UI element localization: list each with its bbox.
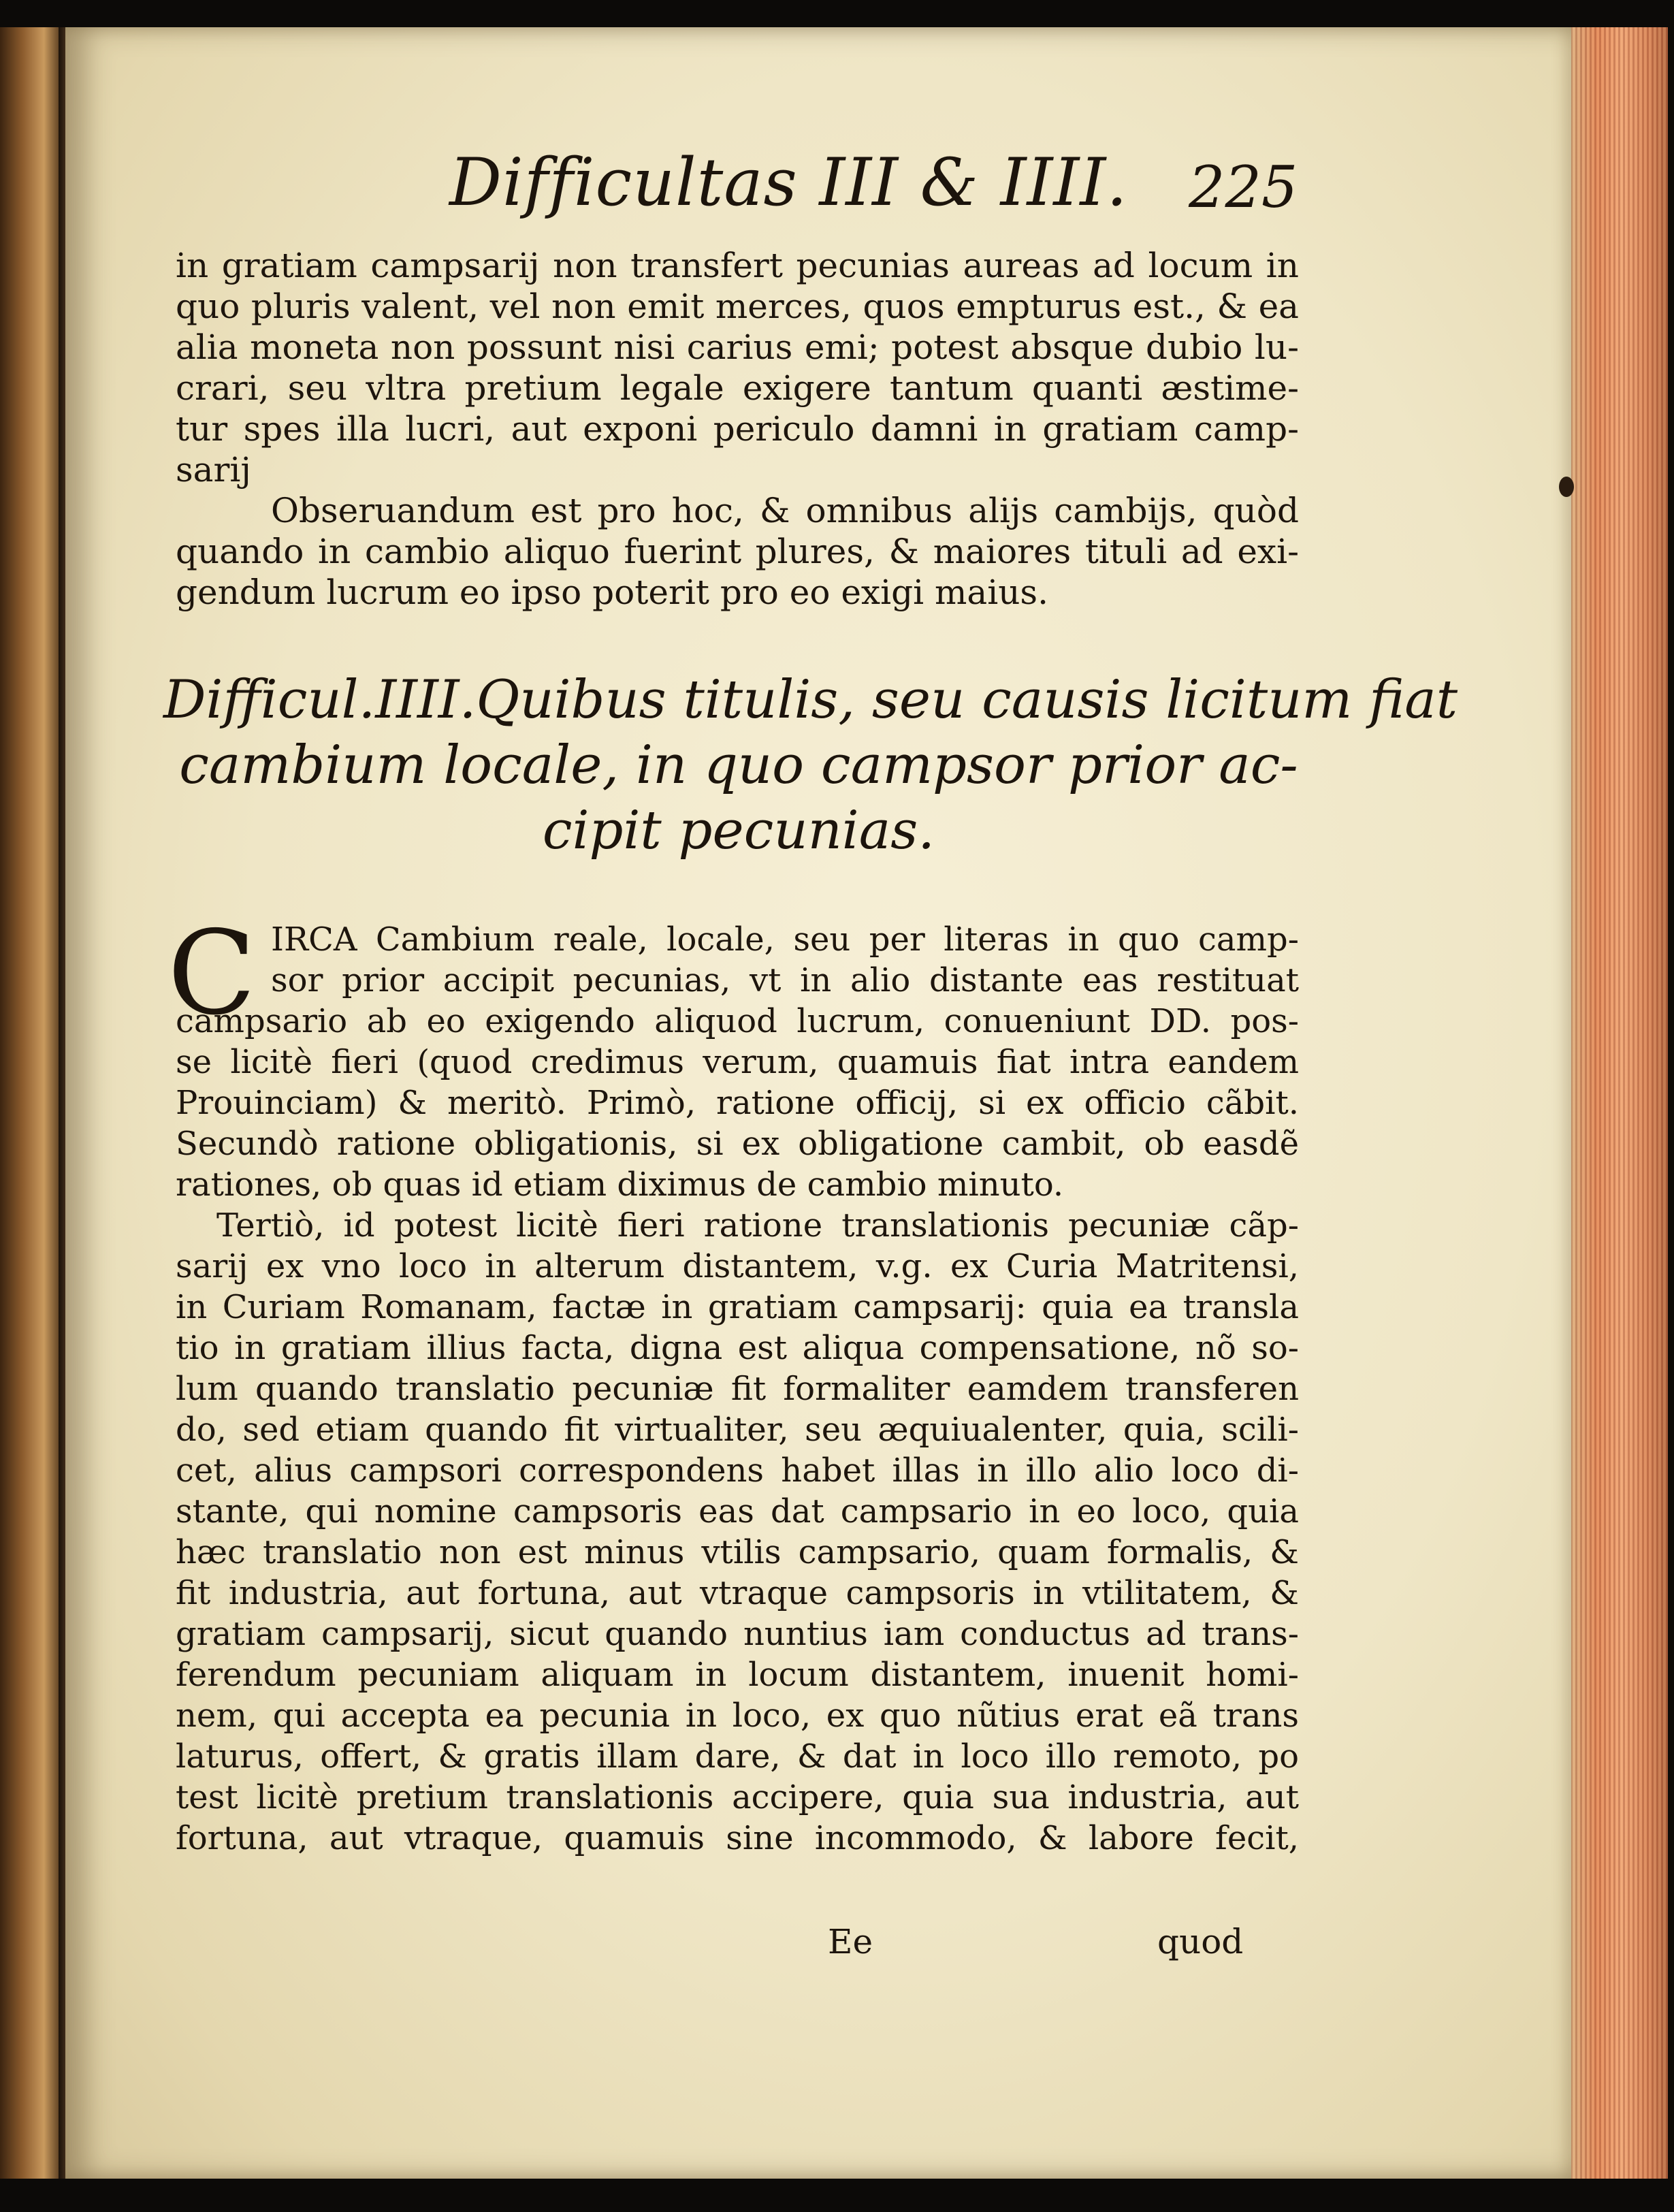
text-line: hæc translatio non est minus vtilis campsario, quam formalis, &: [176, 1533, 1299, 1571]
text-line: sarij ex vno loco in alterum distantem, v.g. ex Curia Matritensi,: [176, 1247, 1299, 1285]
heading-line: cambium locale, in quo campsor prior ac-: [179, 735, 1298, 796]
text-line: nem, qui accepta ea pecunia in loco, ex quo nũtius erat eã trans: [176, 1697, 1299, 1735]
text-line: tur spes illa lucri, aut exponi periculo damni in gratiam camp-: [176, 409, 1299, 449]
catchword: quod: [1157, 1922, 1244, 1961]
paragraph-1: [176, 245, 1299, 613]
text-line: stante, qui nomine campsoris eas dat campsario in eo loco, quia: [176, 1492, 1299, 1530]
text-line: do, sed etiam quando fit virtualiter, seu æquiualenter, quia, scili-: [176, 1411, 1299, 1449]
text-line: Obseruandum est pro hoc, & omnibus alijs cambijs, quòd: [271, 491, 1299, 530]
facing-page-edge: [0, 27, 63, 2179]
text-line: quo pluris valent, vel non emit merces, quos empturus est., & ea: [176, 287, 1299, 326]
text-line: se licitè fieri (quod credimus verum, quamuis fiat intra eandem: [176, 1043, 1299, 1081]
text-line: lum quando translatio pecuniæ fit formaliter eamdem transferen: [176, 1370, 1299, 1408]
drop-cap: C: [167, 906, 257, 1041]
text-line: in Curiam Romanam, factæ in gratiam campsarij: quia ea transla: [176, 1288, 1299, 1326]
text-line: Secundò ratione obligationis, si ex obligatione cambit, ob easdẽ: [176, 1125, 1299, 1163]
text-line: laturus, offert, & gratis illam dare, & dat in loco illo remoto, po: [176, 1737, 1299, 1776]
text-line: gratiam campsarij, sicut quando nuntius iam conductus ad trans-: [176, 1615, 1299, 1653]
text-line: gendum lucrum eo ipso poterit pro eo exigi maius.: [176, 573, 1048, 612]
text-line: alia moneta non possunt nisi carius emi; potest absque dubio lu-: [176, 327, 1299, 367]
page-fore-edge: [1566, 27, 1668, 2179]
text-line: tio in gratiam illius facta, digna est aliqua compensatione, nõ so-: [176, 1329, 1299, 1367]
text-line: IRCA Cambium reale, locale, seu per literas in quo camp-: [271, 920, 1299, 959]
text-line: Tertiò, id potest licitè fieri ratione translationis pecuniæ cãp-: [216, 1206, 1299, 1245]
heading-line: Difficul.IIII.Quibus titulis, seu causis licitum fiat: [163, 669, 1458, 731]
text-line: Prouinciam) & meritò. Primò, ratione officij, si ex officio cãbit.: [176, 1084, 1299, 1122]
text-line: rationes, ob quas id etiam diximus de cambio minuto.: [176, 1166, 1064, 1204]
paragraph-2: [176, 919, 1299, 1859]
text-line: fortuna, aut vtraque, quamuis sine incommodo, & labore fecit,: [176, 1819, 1299, 1857]
text-line: quando in cambio aliquo fuerint plures, & maiores tituli ad exi-: [176, 532, 1299, 571]
signature-mark: Ee: [828, 1922, 873, 1961]
text-line: sor prior accipit pecunias, vt in alio distante eas restituat: [271, 961, 1299, 999]
section-heading: [163, 667, 1458, 863]
text-line: campsario ab eo exigendo aliquod lucrum, conueniunt DD. pos-: [176, 1002, 1299, 1040]
text-line: ferendum pecuniam aliquam in locum distantem, inuenit homi-: [176, 1656, 1299, 1694]
text-line: cet, alius campsori correspondens habet illas in illo alio loco di-: [176, 1452, 1299, 1490]
running-head: Difficultas III & IIII.: [449, 144, 1128, 221]
text-line: in gratiam campsarij non transfert pecunias aureas ad locum in: [176, 246, 1299, 285]
ink-blot: [1559, 477, 1574, 497]
text-line: fit industria, aut fortuna, aut vtraque campsoris in vtilitatem, &: [176, 1574, 1299, 1612]
heading-line: cipit pecunias.: [542, 800, 935, 861]
text-line: crari, seu vltra pretium legale exigere tantum quanti æstime-: [176, 368, 1299, 408]
text-line: sarij: [176, 450, 251, 490]
page-number: 225: [1189, 154, 1298, 221]
text-line: test licitè pretium translationis accipere, quia sua industria, aut: [176, 1778, 1299, 1816]
